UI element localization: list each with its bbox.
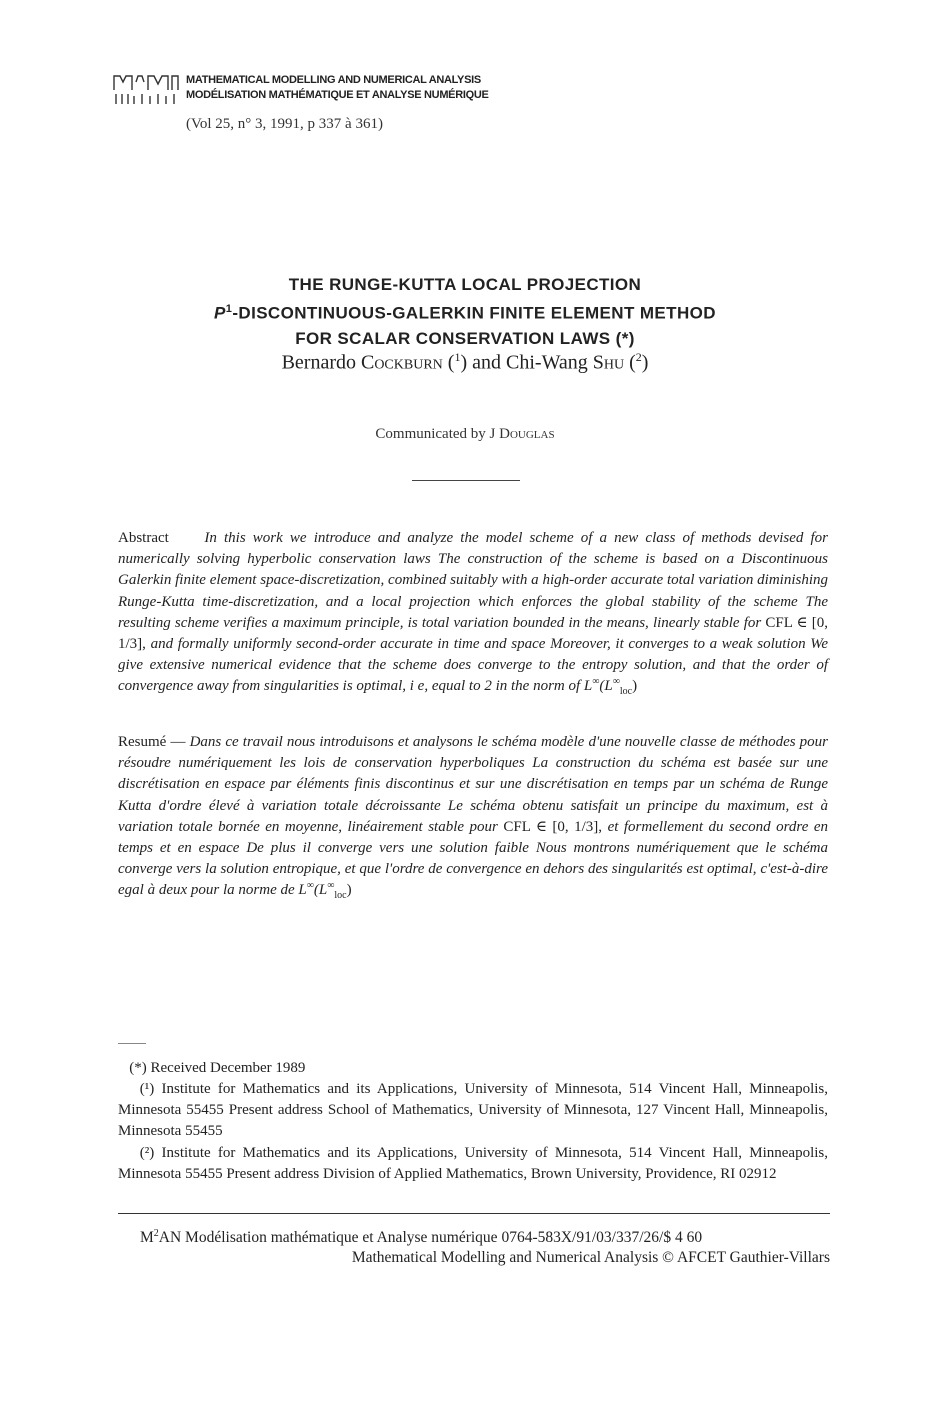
- footnote-received-text: Received December 1989: [150, 1060, 306, 1076]
- resume-cfl: CFL ∈ [0, 1/3],: [503, 818, 603, 835]
- resume-text-2: et formellement du second ordre en temps et en espace De plus il converge vers une solution faible Nous montrons numériquement que le schéma converge vers la solution entropique, et que l'ordre de convergence en dehors des singularités est optimal, c'est-à-dire egal à deux pour la norme de: [118, 818, 829, 899]
- authors: Bernardo Cockburn ($^1$) and Chi-Wang Shu ($^2$): [281, 350, 649, 374]
- communicated-name: Douglas: [499, 426, 555, 442]
- footnote-1: [118, 1079, 828, 1142]
- author-1-note: 1: [454, 350, 461, 364]
- paper-title: [60, 272, 870, 351]
- title-line-2-rest: -DISCONTINUOUS-GALERKIN FINITE ELEMENT METHOD: [232, 303, 716, 323]
- abstract-text-1: In this work we introduce and analyze the model scheme of a new class of methods devised for numerically solving hyperbolic conservation laws The construction of the scheme is based on a Discontinuous Galerkin finite element space-discretization, combined suitably with a high-order accurate total variation diminishing Runge-Kutta time-discretization, and a local projection which enforces the global stability of the scheme The resulting scheme verifies a maximum principle, is total variation bounded in the means, linearly stable for: [118, 530, 829, 631]
- footnote-mark-star: (*): [129, 1060, 147, 1076]
- footer-journal-info: $M^2AN$ Modélisation mathématique et Analyse numérique 0764-583X/91/03/337/26/$ 4 60: [140, 1228, 703, 1247]
- author-1-last: Cockburn: [360, 351, 443, 374]
- abstract-label: Abstract: [118, 530, 169, 546]
- abstract-norm: $L^\infty(L^\infty_{loc})$: [583, 676, 638, 698]
- author-1-first: Bernardo: [281, 351, 356, 374]
- authors-and: and: [472, 351, 502, 374]
- author-2-note: 2: [635, 350, 642, 364]
- footnote-mark-1: (¹): [139, 1081, 155, 1097]
- resume-norm: $L^\infty(L^\infty_{loc})$: [298, 880, 352, 902]
- journal-name: [186, 73, 489, 103]
- title-line-3: FOR SCALAR CONSERVATION LAWS (*): [295, 328, 635, 348]
- footnote-1-text: Institute for Mathematics and its Applications, University of Minnesota, 514 Vincent Hall, Minneapolis, Minnesota 55455 Present address School of Mathematics, University of Minnesota, 127 Vincent Hall, Minneapolis, Minnesota 55455: [118, 1081, 829, 1139]
- abstract-text-2: and formally uniformly second-order accurate in time and space Moreover, it converges to a weak solution We give extensive numerical evidence that the scheme does converge to the entropy solution, and that the order of convergence away from singularities is optimal, i e, equal to 2 in the norm of: [118, 636, 828, 695]
- author-2-last: Shu: [592, 351, 625, 374]
- footnote-2: [118, 1143, 828, 1185]
- title-divider: [412, 480, 520, 481]
- volume-info: (Vol 25, n° 3, 1991, p 337 à 361): [186, 116, 383, 132]
- resume: [118, 732, 828, 902]
- title-line-2: [60, 297, 870, 326]
- resume-text-1: Dans ce travail nous introduisons et analysons le schéma modèle d'une nouvelle classe de méthodes pour résoudre numériquement les lois de conservation hyperboliques La construction du schéma est basée sur une discrétisation en espace par éléments finis discontinus et sur une discrétisation en temps par un schéma de Runge Kutta d'ordre élevé à variation totale décroissante Le schéma obtenu satisfait un principe du maximum, est à variation totale bornée en moyenne, linéairement stable pour: [118, 734, 829, 835]
- communicated-text: Communicated by J: [375, 426, 496, 442]
- footnote-received: [118, 1058, 828, 1079]
- footer-publisher: Mathematical Modelling and Numerical Analysis © AFCET Gauthier-Villars: [351, 1249, 830, 1266]
- abstract-cfl: CFL ∈ [0, 1/3],: [118, 614, 829, 653]
- author-2-first: Chi-Wang: [506, 351, 588, 374]
- title-line-1: THE RUNGE-KUTTA LOCAL PROJECTION: [288, 275, 642, 294]
- communicated-by: [0, 426, 930, 443]
- m2an-logo: [112, 70, 180, 108]
- journal-name-fr: MODÉLISATION MATHÉMATIQUE ET ANALYSE NUMÉRIQUE: [186, 89, 489, 101]
- footnote-mark-2: (²): [139, 1145, 155, 1161]
- footnote-2-text: Institute for Mathematics and its Applications, University of Minnesota, 514 Vincent Hall, Minneapolis, Minnesota 55455 Present address Division of Applied Mathematics, Brown University, Providence, RI 02912: [118, 1145, 829, 1182]
- title-p-symbol: P: [214, 303, 226, 323]
- abstract: [118, 528, 828, 698]
- title-p-superscript: 1: [225, 303, 233, 315]
- resume-label: Resumé —: [118, 734, 186, 750]
- footer-divider: [118, 1213, 830, 1214]
- footnote-divider: [118, 1043, 146, 1044]
- journal-name-en: MATHEMATICAL MODELLING AND NUMERICAL ANALYSIS: [186, 74, 481, 86]
